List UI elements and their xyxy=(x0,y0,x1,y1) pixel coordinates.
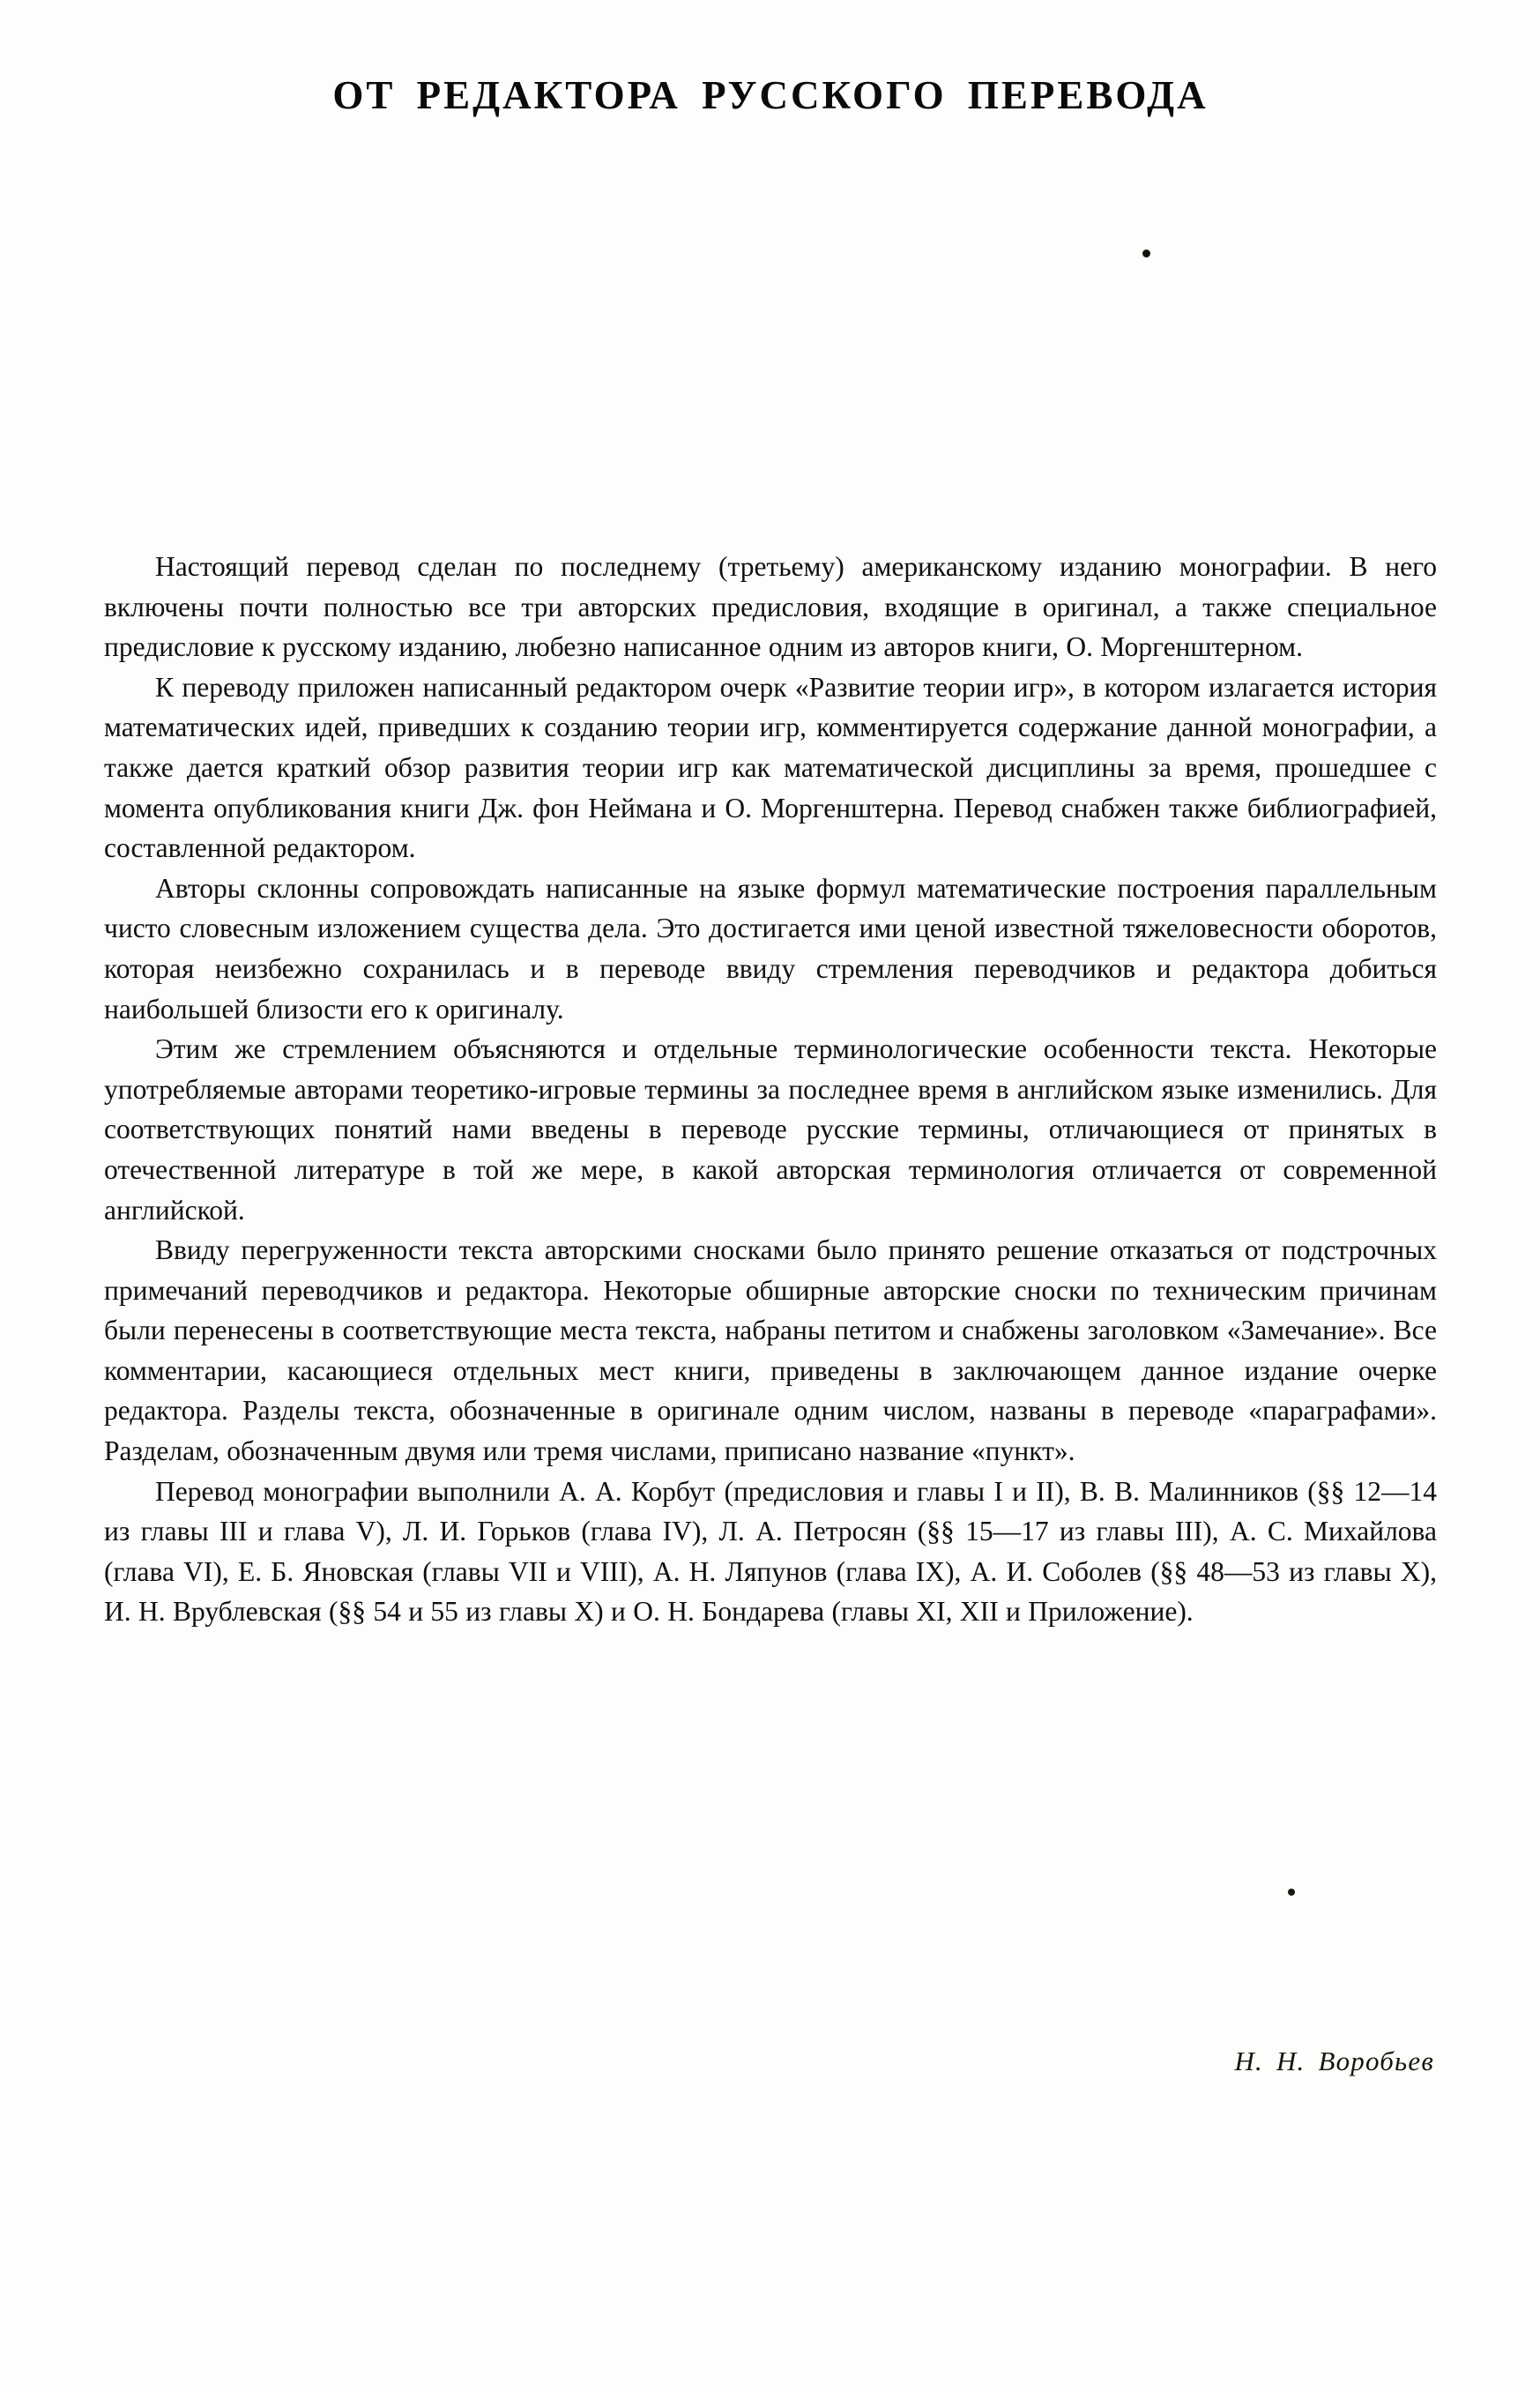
editor-signature: Н. Н. Воробьев xyxy=(1234,2046,1434,2076)
signature-area xyxy=(104,0,1437,2385)
paragraph: Авторы склонны сопровождать написанные на языке формул математические построения параллельным чисто словесным изложением существа дела. Это достигается ими ценой известной тяжеловесности оборотов, которая неизбежно сохранилась и в переводе ввиду стремления переводчиков и редактора добиться наибольшей близости его к оригиналу. xyxy=(104,872,1437,1025)
paragraph: Ввиду перегруженности текста авторскими сносками было принято решение отказаться от подстрочных примечаний переводчиков и редактора. Некоторые обширные авторские сноски по техническим причинам были перенесены в соответствующие места текста, набраны петитом и снабжены заголовком «Замечание». Все комментарии, касающиеся отдельных мест книги, приведены в заключающем данное издание очерке редактора. Разделы текста, обозначенные в оригинале одним числом, названы в переводе «параграфами». Разделам, обозначенным двумя или тремя числами, приписано название «пункт». xyxy=(104,1234,1437,1467)
page-title: ОТ РЕДАКТОРА РУССКОГО ПЕРЕВОДА xyxy=(332,73,1209,117)
paragraph: Настоящий перевод сделан по последнему (третьему) американскому изданию монографии. В него включены почти полностью все три авторских предисловия, входящие в оригинал, а также специальное предисловие к русскому изданию, любезно написанное одним из авторов книги, О. Моргенштерном. xyxy=(104,551,1437,663)
paragraph: К переводу приложен написанный редактором очерк «Развитие теории игр», в котором излагается история математических идей, приведших к созданию теории игр, комментируется содержание данной монографии, а также дается краткий обзор развития теории игр как математической дисциплины за время, прошедшее с момента опубликования книги Дж. фон Неймана и О. Моргенштерна. Перевод снабжен также библиографией, составленной редактором. xyxy=(104,671,1437,864)
paragraph: Этим же стремлением объясняются и отдельные терминологические особенности текста. Некоторые употребляемые авторами теоретико-игровые термины за последнее время в английском языке изменились. Для соответствующих понятий нами введены в переводе русские термины, отличающиеся от принятых в отечественной литературе в той же мере, в какой авторская терминология отличается от современной английской. xyxy=(104,1033,1437,1226)
paragraph: Перевод монографии выполнили А. А. Корбут (предисловия и главы I и II), В. В. Малинников (§§ 12—14 из главы III и глава V), Л. И. Горьков (глава IV), Л. А. Петросян (§§ 15—17 из главы III), А. С. Михайлова (глава VI), Е. Б. Яновская (главы VII и VIII), А. Н. Ляпунов (глава IX), А. И. Соболев (§§ 48—53 из главы X), И. Н. Врублевская (§§ 54 и 55 из главы X) и О. Н. Бондарева (главы XI, XII и Приложение). xyxy=(104,1475,1437,1628)
